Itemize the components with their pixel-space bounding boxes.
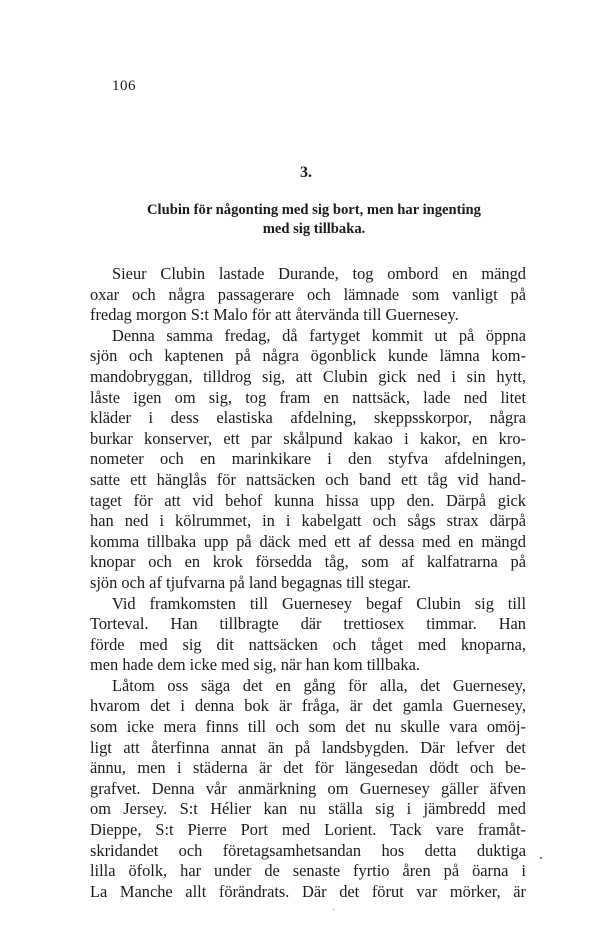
text-line: La Manche allt förändrats. Där det förut var mörker, är [90, 881, 526, 901]
text-line: låste igen om sig, tog fram en nattsäck, lade ned litet [90, 387, 526, 407]
chapter-number: 3. [300, 164, 312, 181]
text-line: Låtom oss säga det en gång för alla, det Guernesey, [112, 675, 526, 695]
text-line: Sieur Clubin lastade Durande, tog ombord en mängd [112, 264, 526, 283]
text-line: sjön och af tjufvarna på land begagnas till stegar. [90, 572, 411, 592]
text-line: förde med sig dit nattsäcken och tåget med knoparna, [90, 634, 526, 654]
text-line: ligt att återfinna annat än på landsbygden. Där lefver det [90, 737, 526, 757]
text-line: ännu, men i städerna är det för längesedan dödt och be- [90, 758, 526, 778]
text-line: taget för att vid behof kunna hissa upp den. Därpå gick [90, 490, 526, 510]
paper-speck [333, 909, 334, 910]
text-line: knopar och en krok försedda tåg, som af kalfatrarna på [90, 552, 526, 572]
text-line: Vid framkomsten till Guernesey begaf Clubin sig till [112, 593, 526, 613]
text-line: Torteval. Han tillbragte där trettiosex timmar. Han [90, 614, 526, 634]
body-text [90, 264, 526, 902]
chapter-title-line: Clubin för någonting med sig bort, men har ingenting [147, 202, 481, 218]
text-line: skridandet och företagsamhetsandan hos detta duktiga [90, 840, 526, 860]
text-line: komma tillbaka upp på däck med ett af dessa med en mängd [90, 531, 526, 551]
text-line: grafvet. Denna vår anmärkning om Guernesey gäller äfven [90, 778, 526, 798]
text-line: fredag morgon S:t Malo för att återvända till Guernesey. [90, 305, 459, 325]
text-line: som icke mera finns till och som det nu skulle vara omöj- [90, 717, 526, 737]
chapter-title [110, 201, 518, 239]
text-line: om Jersey. S:t Hélier kan nu ställa sig i jämbredd med [90, 799, 526, 819]
text-line: hvarom det i denna bok är fråga, är det gamla Guernesey, [90, 696, 526, 716]
text-line: mandobryggan, tilldrog sig, att Clubin gick ned i sin hytt, [90, 366, 526, 386]
page-number: 106 [112, 78, 136, 94]
text-line: sjön och kaptenen på några ögonblick kunde lämna kom- [90, 346, 526, 366]
text-line: lilla öfolk, har under de senaste fyrtio åren på öarna i [90, 861, 526, 881]
text-line: burkar konserver, ett par skålpund kakao i kakor, en kro- [90, 428, 526, 448]
text-line: nometer och en marinkikare i den styfva afdelningen, [90, 449, 526, 469]
text-line: kläder i dess elastiska afdelning, skeppsskorpor, några [90, 408, 526, 428]
text-line: satte ett hänglås för nattsäcken och band ett tåg vid hand- [90, 469, 526, 489]
paper-speck [540, 857, 542, 859]
text-line: Dieppe, S:t Pierre Port med Lorient. Tack vare framåt- [90, 820, 526, 840]
text-line: oxar och några passagerare och lämnade som vanligt på [90, 284, 526, 304]
text-line: Denna samma fredag, då fartyget kommit ut på öppna [112, 325, 526, 345]
chapter-title-line: med sig tillbaka. [262, 221, 366, 237]
text-line: men hade dem icke med sig, när han kom tillbaka. [90, 655, 420, 675]
text-line: han ned i kölrummet, in i kabelgatt och sågs strax därpå [90, 511, 526, 531]
